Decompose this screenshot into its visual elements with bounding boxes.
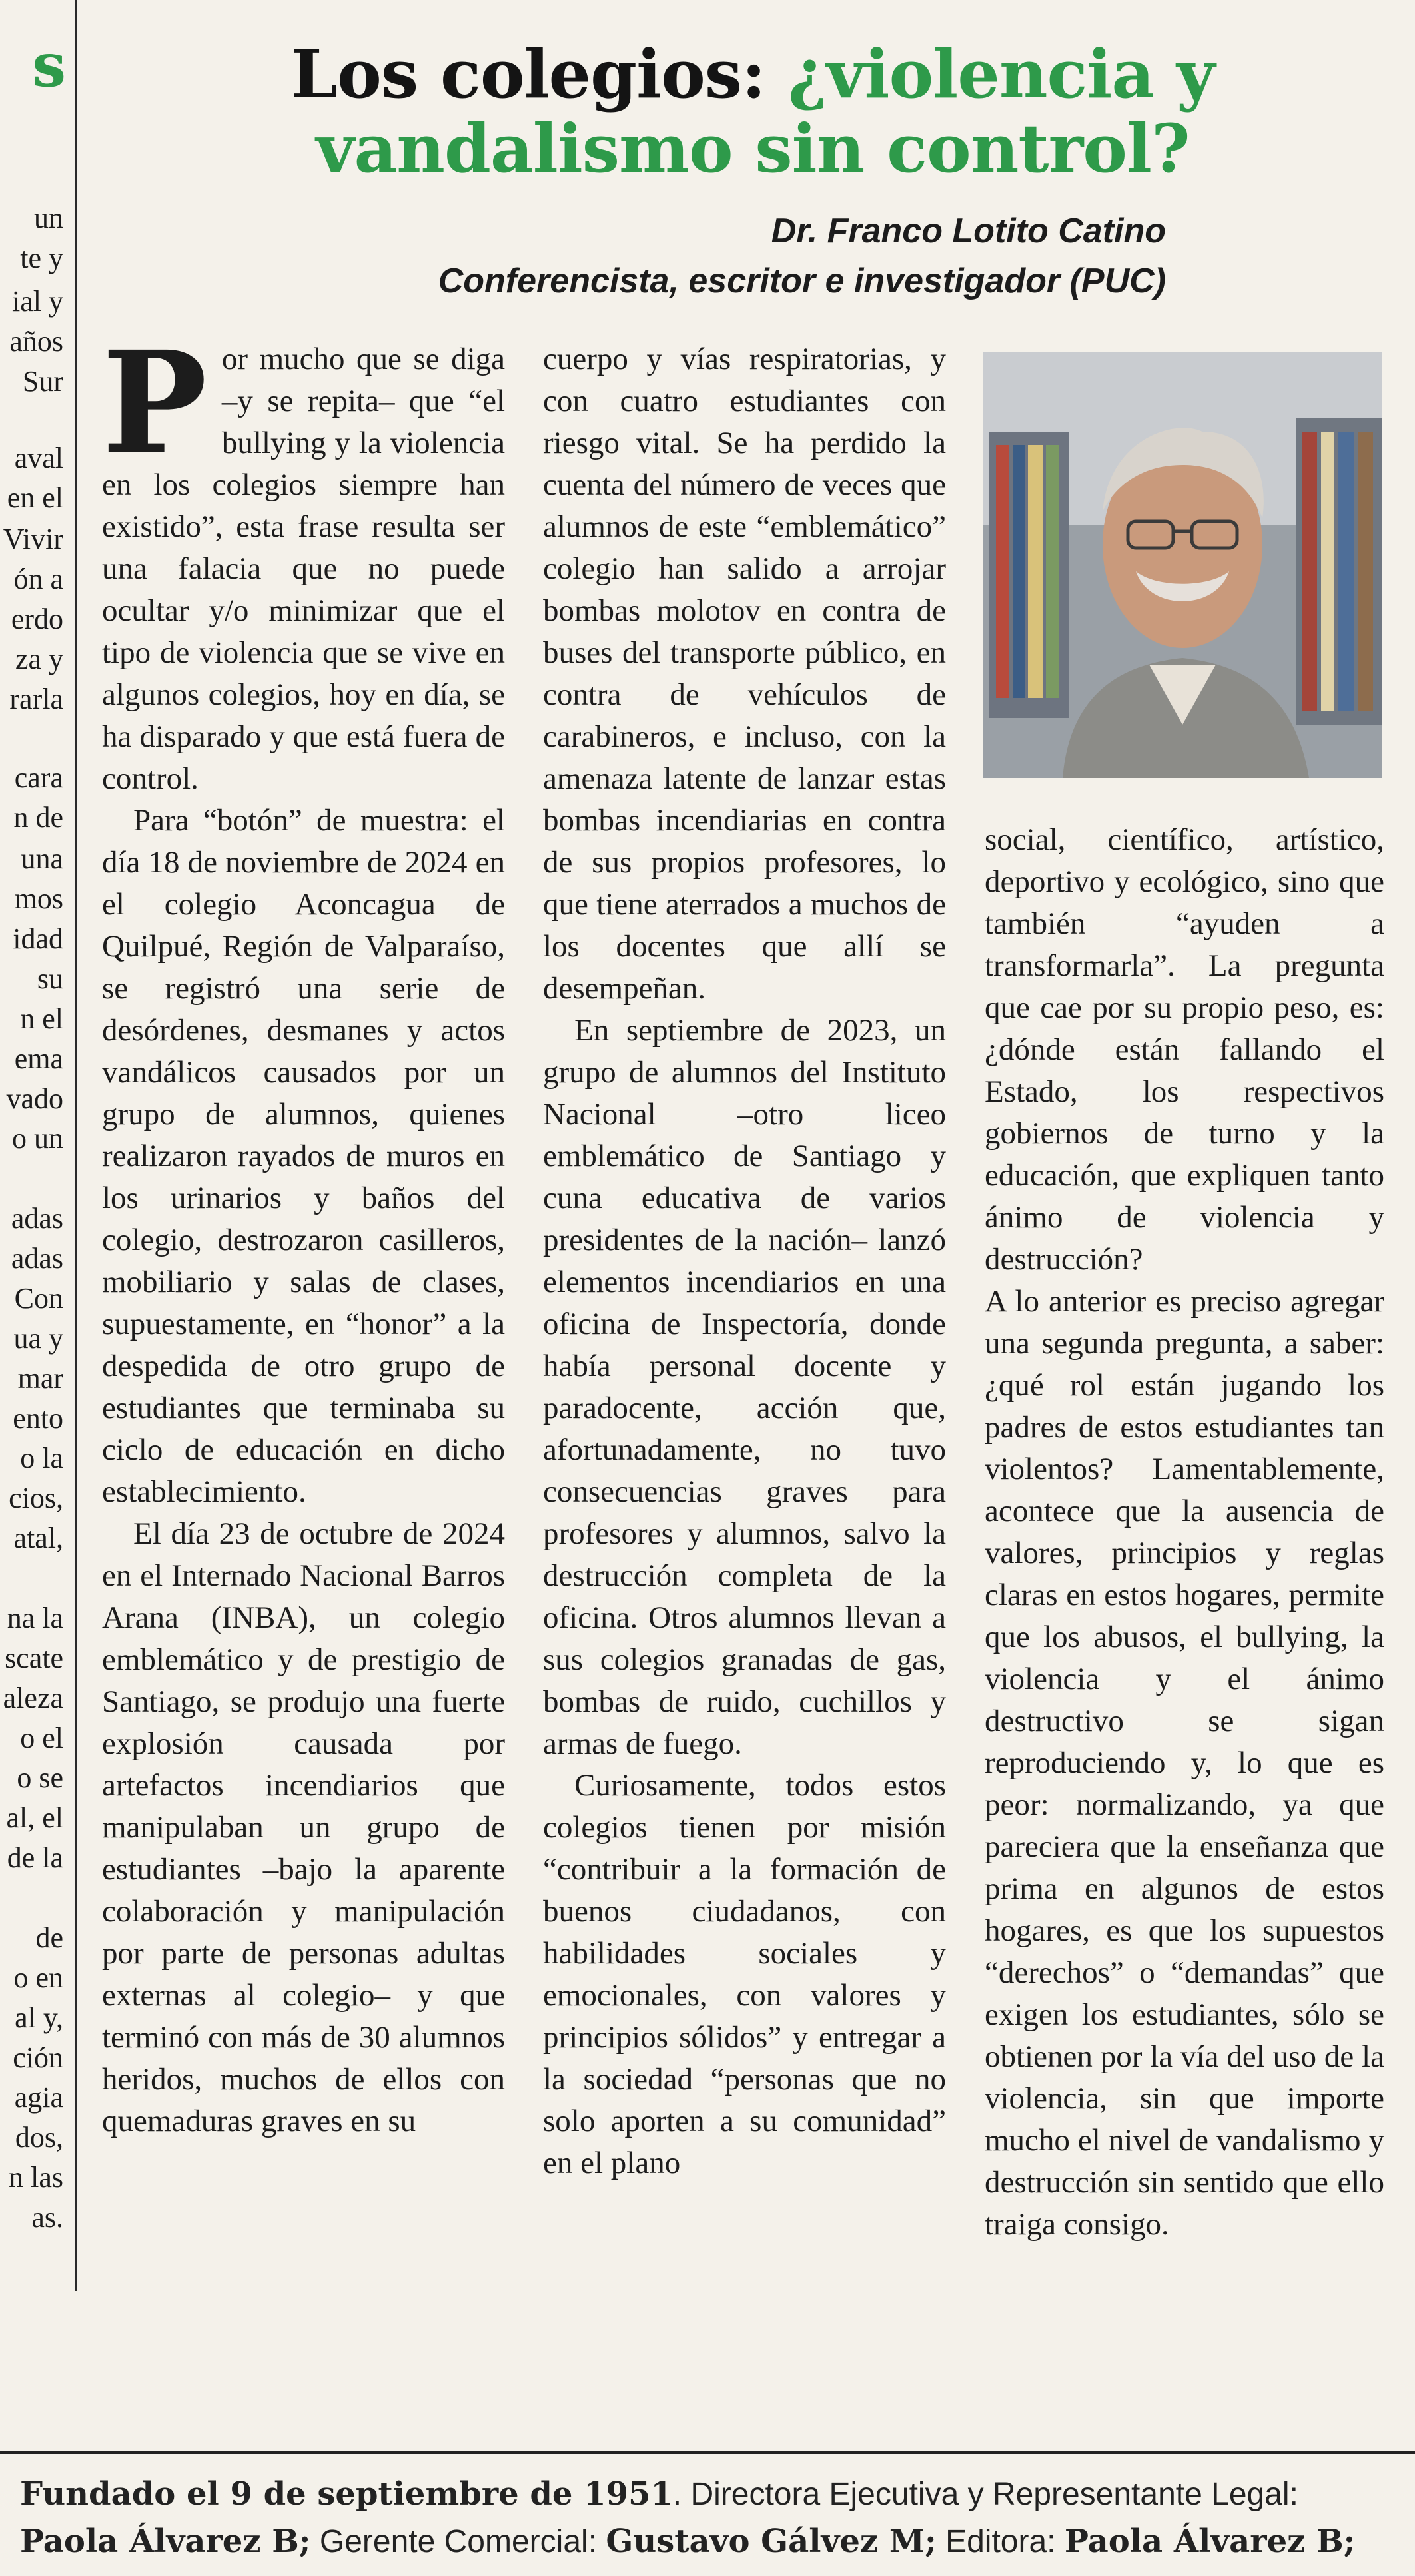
adjacent-text-fragment: idad xyxy=(13,922,63,955)
adjacent-text-fragment: ción xyxy=(13,2041,63,2074)
adjacent-text-fragment: vado xyxy=(6,1082,63,1115)
adjacent-text-fragment: de xyxy=(35,1921,63,1954)
adjacent-text-fragment: al y, xyxy=(15,2001,63,2034)
column-divider xyxy=(75,0,77,2291)
paragraph: A lo anterior es preciso agregar una segunda pregunta, a saber: ¿qué rol están jugando los padres de estos estudiantes tan violentos? Lamentablemente, acontece que la ausencia de valores, principios y reglas claras en estos hogares, permite que los abusos, el bullying, la violencia y el ánimo destructivo se sigan reproduciendo y, lo que es peor: normalizando, ya que pareciera que la enseñanza que prima en algunos de estos hogares, es que los supuestos “derechos” o “demandas” que exigen los estudiantes, sólo se obtienen por la vía del uso de la violencia, sin que importe mucho el nivel de vandalismo y destrucción sin sentido que ello traiga consigo. xyxy=(985,1284,1384,2242)
adjacent-text-fragment: dos, xyxy=(15,2121,63,2154)
paragraph-text: or mucho que se diga –y se repita– que “el bullying y la violencia en los colegios siempre han existido”, esta frase resulta ser una falacia que no puede ocultar y/o minimizar que el tipo de violencia que se vive en algunos colegios, hoy en día, se ha disparado y que está fuera de control. xyxy=(102,342,505,796)
adjacent-article-column xyxy=(0,0,70,2291)
footer-text: . Directora Ejecutiva y Representante Legal: xyxy=(672,2477,1298,2512)
adjacent-text-fragment: años xyxy=(9,325,63,358)
author-photo xyxy=(983,352,1382,778)
paragraph: social, científico, artístico, deportivo y ecológico, sino que también “ayuden a transformarla”. La pregunta que cae por su propio peso, es: ¿dónde están fallando el Estado, los respectivos gobiernos de turno y la educación, que expliquen tanto ánimo de violencia y destrucción? xyxy=(985,822,1384,1277)
adjacent-text-fragment: mar xyxy=(17,1362,63,1395)
article-column-1 xyxy=(102,338,505,2443)
adjacent-text-fragment: te y xyxy=(20,242,63,274)
adjacent-text-fragment: as. xyxy=(31,2201,63,2234)
byline xyxy=(266,206,1166,306)
adjacent-text-fragment: n el xyxy=(20,1002,63,1035)
adjacent-text-fragment: aleza xyxy=(3,1682,63,1714)
footer-text: Gerente Comercial: xyxy=(310,2524,606,2559)
adjacent-text-fragment: agia xyxy=(14,2081,63,2114)
adjacent-text-fragment: ón a xyxy=(13,563,63,595)
article-headline xyxy=(266,37,1239,186)
article-column-3 xyxy=(985,819,1384,2444)
headline-green: ¿violencia y vandalismo sin control? xyxy=(316,35,1215,188)
adjacent-text-fragment: aval xyxy=(14,442,63,474)
adjacent-text-fragment: za y xyxy=(15,643,63,675)
author-name: Dr. Franco Lotito Catino xyxy=(771,212,1166,250)
paragraph: En septiembre de 2023, un grupo de alumnos del Instituto Nacional –otro liceo emblemático de Santiago y cuna educativa de varios presidentes de la nación– lanzó elementos incendiarios en una oficina de Inspectoría, donde había personal docente y paradocente, acción que, afortunadamente, no tuvo consecuencias graves para profesores y alumnos, salvo la destrucción completa de la oficina. Otros alumnos llevan a sus colegios granadas de gas, bombas de ruido, cuchillos y armas de fuego. xyxy=(543,1013,946,1761)
footer-line-2 xyxy=(20,2518,1392,2565)
footer-rule xyxy=(0,2451,1415,2454)
paragraph xyxy=(102,338,505,800)
adjacent-text-fragment: scate xyxy=(5,1642,63,1674)
drop-cap: P xyxy=(102,338,207,485)
adjacent-text-fragment: Con xyxy=(14,1282,63,1315)
adjacent-text-fragment: ial y xyxy=(12,285,63,318)
adjacent-text-fragment: n las xyxy=(9,2161,63,2194)
manager-name: Gustavo Gálvez M; xyxy=(606,2523,937,2560)
adjacent-text-fragment: n de xyxy=(13,801,63,834)
adjacent-text-fragment: na la xyxy=(7,1602,63,1634)
adjacent-heading-fragment: s xyxy=(32,30,66,101)
adjacent-text-fragment: un xyxy=(34,202,63,234)
masthead-footer xyxy=(20,2471,1392,2565)
editor-name: Paola Álvarez B; xyxy=(1064,2523,1356,2560)
adjacent-text-fragment: adas xyxy=(11,1202,63,1235)
adjacent-text-fragment: mos xyxy=(14,882,63,915)
article-column-2 xyxy=(543,338,946,2443)
headline-black: Los colegios: xyxy=(290,35,788,113)
adjacent-text-fragment: cios, xyxy=(9,1482,63,1514)
adjacent-text-fragment: adas xyxy=(11,1242,63,1275)
adjacent-text-fragment: ema xyxy=(14,1042,63,1075)
adjacent-text-fragment: atal, xyxy=(13,1522,63,1554)
adjacent-text-fragment: ua y xyxy=(13,1322,63,1355)
adjacent-text-fragment: de la xyxy=(7,1841,63,1874)
adjacent-text-fragment: o la xyxy=(20,1442,63,1474)
adjacent-text-fragment: una xyxy=(21,842,63,875)
adjacent-text-fragment: Vivir xyxy=(3,523,63,555)
founded-text: Fundado el 9 de septiembre de 1951 xyxy=(20,2475,673,2513)
adjacent-text-fragment: en el xyxy=(7,482,63,514)
adjacent-text-fragment: Sur xyxy=(22,365,63,398)
adjacent-text-fragment: o en xyxy=(13,1961,63,1994)
adjacent-text-fragment: ento xyxy=(13,1402,63,1435)
paragraph: Para “botón” de muestra: el día 18 de noviembre de 2024 en el colegio Aconcagua de Quilpué, Región de Valparaíso, se registró una serie de desórdenes, desmanes y actos vandálicos causados por un grupo de alumnos, quienes realizaron rayados de muros en los urinarios y baños del colegio, destrozaron casilleros, mobiliario y salas de clases, supuestamente, en “honor” a la despedida de otro grupo de estudiantes que terminaba su ciclo de educación en dicho establecimiento. xyxy=(102,803,505,1509)
adjacent-text-fragment: erdo xyxy=(11,603,63,635)
adjacent-text-fragment: al, el xyxy=(6,1801,63,1834)
footer-line-1 xyxy=(20,2471,1392,2518)
author-role: Conferencista, escritor e investigador (PUC) xyxy=(438,262,1166,300)
footer-text: Editora: xyxy=(936,2524,1065,2559)
adjacent-text-fragment: o se xyxy=(17,1762,63,1794)
paragraph: cuerpo y vías respiratorias, y con cuatro estudiantes con riesgo vital. Se ha perdido la cuenta del número de veces que alumnos de este “emblemático” colegio han salido a arrojar bombas molotov en contra de buses del transporte público, en contra de vehículos de carabineros, e incluso, con la amenaza latente de lanzar estas bombas incendiarias en contra de sus propios profesores, lo que tiene aterrados a muchos de los docentes que allí se desempeñan. xyxy=(543,342,946,1006)
paragraph: Curiosamente, todos estos colegios tienen por misión “contribuir a la formación de buenos ciudadanos, con habilidades sociales y emocionales, con valores y principios sólidos” y entregar a la sociedad “personas que no solo aporten a su comunidad” en el plano xyxy=(543,1768,946,2180)
director-name: Paola Álvarez B; xyxy=(20,2523,311,2560)
paragraph: El día 23 de octubre de 2024 en el Internado Nacional Barros Arana (INBA), un colegio emblemático y de prestigio de Santiago, se produjo una fuerte explosión causada por artefactos incendiarios que manipulaban un grupo de estudiantes –bajo la aparente colaboración y manipulación por parte de personas adultas externas al colegio– y que terminó con más de 30 alumnos heridos, muchos de ellos con quemaduras graves en su xyxy=(102,1516,505,2138)
adjacent-text-fragment: su xyxy=(37,962,63,995)
adjacent-text-fragment: o el xyxy=(20,1722,63,1754)
adjacent-text-fragment: rarla xyxy=(9,683,63,715)
adjacent-text-fragment: o un xyxy=(12,1122,63,1155)
adjacent-text-fragment: cara xyxy=(14,761,63,794)
